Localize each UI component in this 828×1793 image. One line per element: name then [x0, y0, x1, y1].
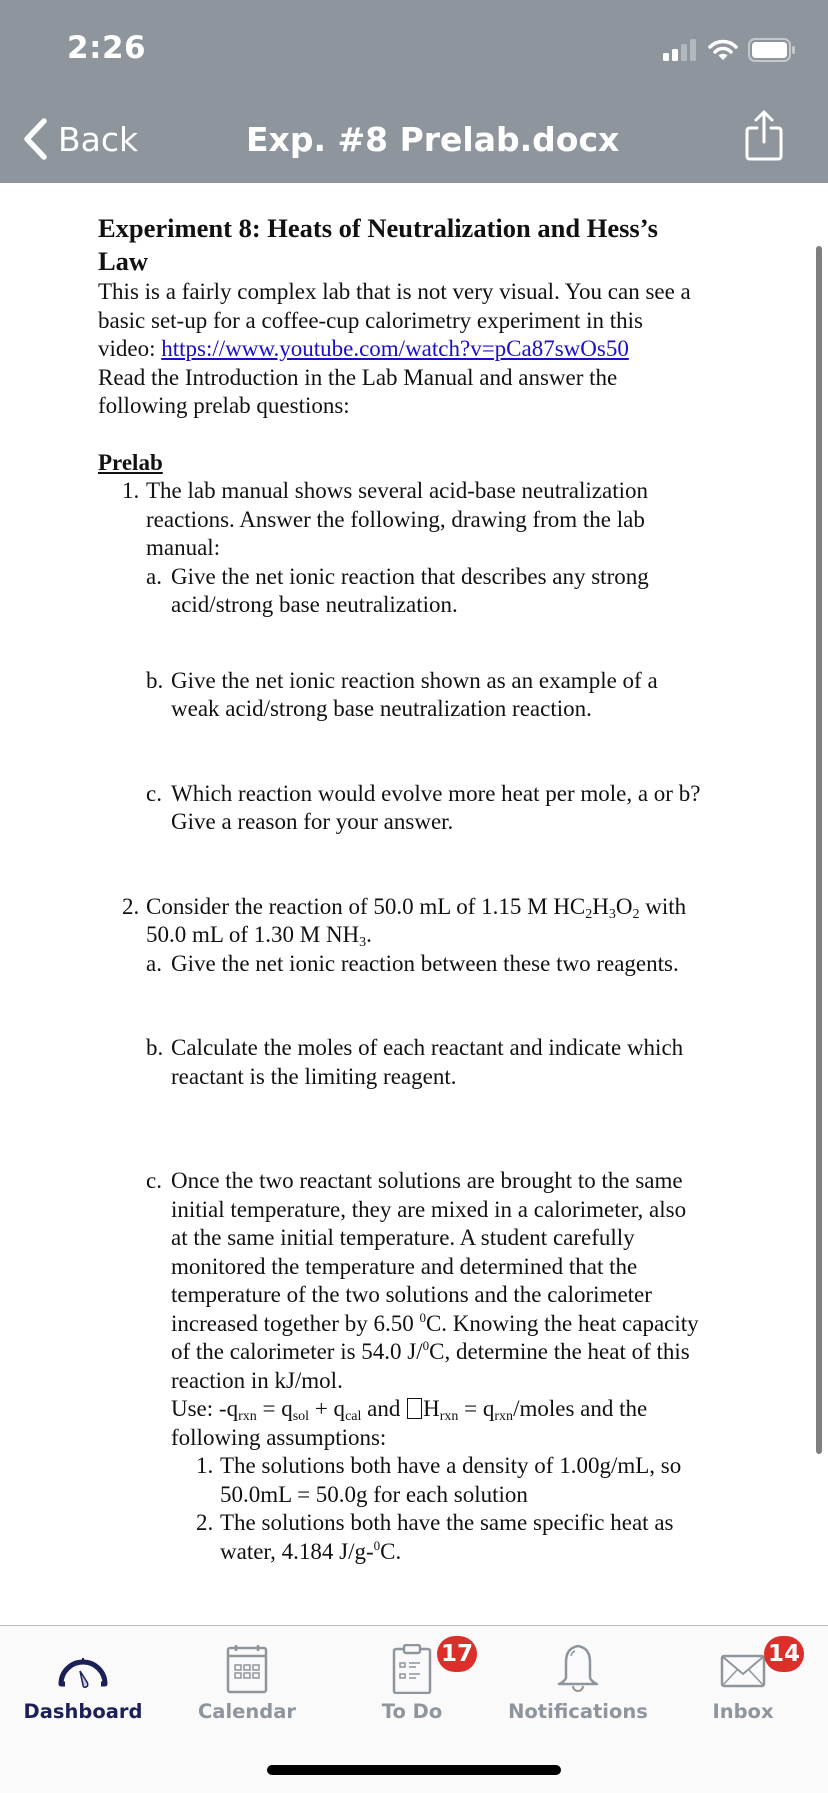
question-1a [98, 563, 738, 620]
text-fragment: H [592, 893, 609, 919]
tab-todo[interactable] [337, 1626, 487, 1736]
text-line: at the same initial temperature. A student carefully [171, 1225, 635, 1250]
header [0, 0, 828, 183]
subscript: 2 [632, 906, 640, 922]
clipboard-todo-icon [382, 1644, 442, 1694]
subscript: sol [292, 1409, 310, 1424]
question-1 [98, 477, 738, 563]
text-line: Give the net ionic reaction that describes any strong [171, 563, 649, 589]
text-line: Give the net ionic reaction between these two reagents. [171, 950, 679, 976]
status-time: 2:26 [67, 30, 147, 66]
subscript: 3 [359, 935, 367, 950]
text-fragment: /moles and the [513, 1396, 648, 1421]
text-fragment: of the calorimeter is 54.0 J/ [171, 1339, 423, 1364]
text-fragment: and [361, 1396, 407, 1421]
text-fragment: C. [380, 1538, 402, 1564]
back-label: Back [58, 119, 139, 159]
text-line: The lab manual shows several acid-base neutralization [146, 478, 648, 503]
text-line: This is a fairly complex lab that is not very visual. You can see a [98, 279, 691, 304]
text-line: following assumptions: [171, 1424, 387, 1450]
tab-calendar[interactable] [172, 1626, 322, 1736]
text-line: Which reaction would evolve more heat per mole, a or b? [171, 780, 701, 806]
superscript: 0 [422, 1338, 430, 1353]
answer-space [98, 978, 738, 1034]
share-icon [744, 110, 784, 162]
doc-title-line: Law [98, 246, 149, 276]
dashboard-gauge-icon [53, 1644, 113, 1694]
inbox-count-badge: 14 [764, 1636, 804, 1672]
assumption-number: 1. [196, 1453, 214, 1478]
text-line: 50.0mL = 50.0g for each solution [220, 1481, 528, 1507]
text-line: initial temperature, they are mixed in a calorimeter, also [171, 1196, 687, 1222]
text-line: reactions. Answer the following, drawing from the lab [146, 506, 645, 532]
answer-space [98, 724, 738, 780]
text-fragment: = q [458, 1396, 495, 1421]
assumption-number: 2. [196, 1510, 214, 1535]
subscript: rxn [238, 1409, 257, 1424]
question-number: 2. [122, 893, 140, 919]
question-2b [98, 1034, 738, 1091]
tab-inbox[interactable] [668, 1626, 818, 1736]
text-fragment: + q [309, 1396, 346, 1421]
video-link[interactable]: https://www.youtube.com/watch?v=pCa87swOs50 [161, 336, 629, 361]
text-fragment: with [639, 893, 687, 919]
doc-title [98, 212, 738, 278]
text-fragment: Use: -q [171, 1396, 239, 1421]
tab-label: Calendar [198, 1700, 296, 1723]
tab-label: Dashboard [23, 1700, 143, 1723]
text-line: monitored the temperature and determined that the [171, 1253, 638, 1279]
text-fragment: water, 4.184 J/g- [220, 1538, 374, 1564]
chevron-left-icon [22, 118, 48, 160]
text-line: weak acid/strong base neutralization reaction. [171, 696, 592, 721]
tab-notifications[interactable] [503, 1626, 653, 1736]
text-line: The solutions both have the same specific heat as [220, 1510, 674, 1535]
tab-label: To Do [381, 1700, 443, 1723]
subscript: 3 [608, 906, 616, 922]
question-letter: c. [146, 780, 162, 806]
tab-label: Notifications [508, 1700, 648, 1723]
document-title: Exp. #8 Prelab.docx [246, 120, 620, 159]
text-line: reactant is the limiting reagent. [171, 1063, 457, 1089]
answer-space [98, 1091, 738, 1167]
text-line: temperature of the two solutions and the calorimeter [171, 1282, 652, 1307]
text-fragment: C, determine the heat of this [429, 1339, 690, 1364]
question-letter: a. [146, 950, 162, 976]
todo-count-badge: 17 [437, 1636, 477, 1672]
text-line: Give the net ionic reaction shown as an example of a [171, 667, 658, 693]
text-fragment: . [366, 922, 372, 947]
text-line: reaction in kJ/mol. [171, 1367, 343, 1393]
share-button[interactable] [744, 110, 784, 167]
assumption-1 [98, 1452, 738, 1509]
assumption-2 [98, 1509, 738, 1566]
superscript: 0 [373, 1537, 381, 1553]
question-number: 1. [122, 478, 140, 503]
text-fragment: increased together by 6.50 [171, 1310, 420, 1336]
text-line: The solutions both have a density of 1.00g/mL, so [220, 1453, 682, 1478]
text-line: video: [98, 336, 162, 361]
question-2a [98, 950, 738, 979]
subscript: cal [345, 1409, 362, 1424]
text-line: basic set-up for a coffee-cup calorimetry experiment in this [98, 307, 643, 333]
intro-paragraph [98, 278, 738, 421]
battery-icon [748, 38, 796, 62]
doc-title-line: Experiment 8: Heats of Neutralization and Hess’s [98, 213, 658, 243]
document-content [98, 212, 738, 1566]
text-line: Calculate the moles of each reactant and indicate which [171, 1035, 684, 1060]
calendar-icon [217, 1644, 277, 1694]
answer-space [98, 620, 738, 667]
text-line: Once the two reactant solutions are brought to the same [171, 1168, 683, 1193]
text-fragment: Consider the reaction of 50.0 mL of 1.15 M HC [146, 893, 586, 919]
text-line: acid/strong base neutralization. [171, 592, 458, 617]
text-fragment: 50.0 mL of 1.30 M NH [146, 922, 360, 947]
text-fragment: = q [256, 1396, 293, 1421]
question-1c [98, 780, 738, 837]
question-letter: b. [146, 1035, 164, 1060]
question-2 [98, 893, 738, 950]
subscript: 2 [585, 906, 593, 922]
back-button[interactable] [22, 118, 138, 160]
tab-dashboard[interactable] [8, 1626, 158, 1736]
signal-icon [662, 39, 698, 61]
superscript: 0 [419, 1309, 426, 1325]
subscript: rxn [494, 1409, 514, 1424]
vertical-scrollbar[interactable] [816, 246, 822, 1454]
text-fragment: C. Knowing the heat capacity [425, 1310, 699, 1336]
tab-label: Inbox [712, 1700, 774, 1723]
text-line: Give a reason for your answer. [171, 809, 454, 834]
wifi-icon [708, 39, 738, 61]
text-line: Read the Introduction in the Lab Manual and answer the [98, 364, 618, 390]
question-1b [98, 667, 738, 724]
question-letter: b. [146, 667, 164, 693]
text-line: following prelab questions: [98, 393, 350, 418]
missing-glyph-box [407, 1398, 422, 1419]
question-letter: a. [146, 563, 162, 589]
question-letter: c. [146, 1168, 162, 1193]
home-indicator[interactable] [267, 1765, 561, 1775]
answer-space [98, 837, 738, 893]
subscript: rxn [439, 1409, 459, 1424]
question-2c [98, 1167, 738, 1452]
text-line: manual: [146, 535, 221, 560]
text-fragment: O [615, 893, 633, 919]
status-icons [662, 38, 796, 62]
bell-icon [548, 1644, 608, 1694]
prelab-heading: Prelab [98, 449, 163, 475]
text-fragment: H [423, 1396, 440, 1421]
